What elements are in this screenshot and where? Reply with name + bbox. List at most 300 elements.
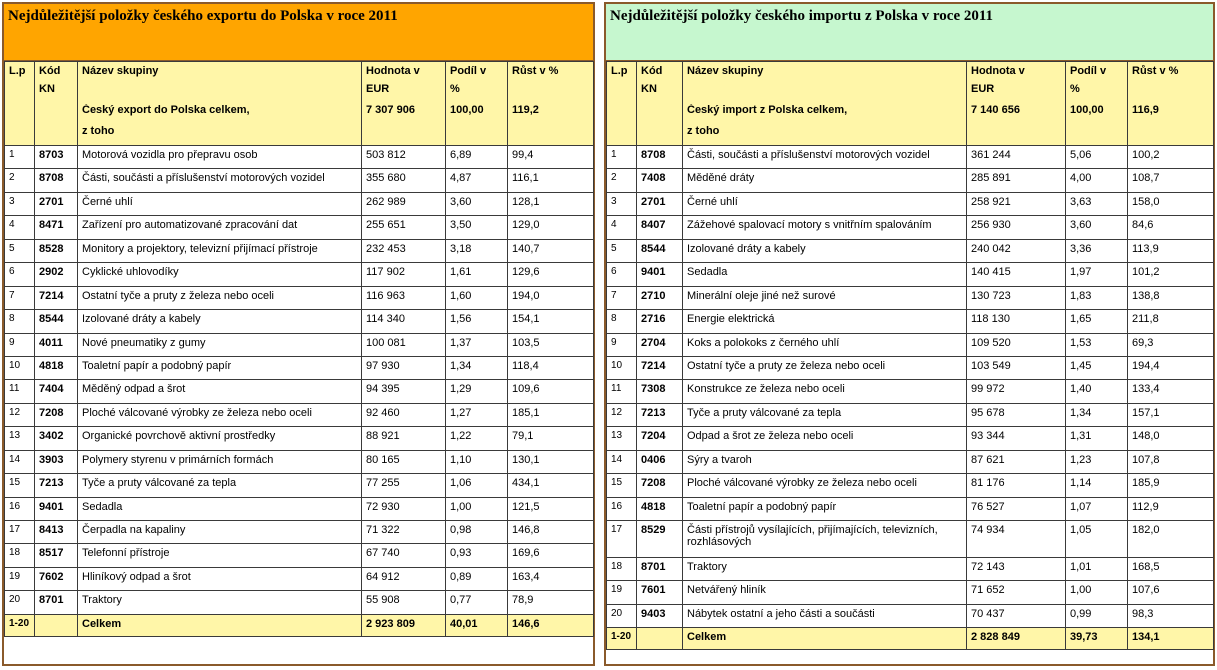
cell-kn: 8471 xyxy=(35,216,78,239)
cell-rust: 185,9 xyxy=(1128,474,1214,497)
header-kn: KN xyxy=(35,83,78,104)
cell-kn: 7601 xyxy=(637,581,683,604)
cell-lp: 11 xyxy=(607,380,637,403)
cell-kn: 4818 xyxy=(35,356,78,379)
cell-kn: 2902 xyxy=(35,263,78,286)
header-rust: Růst v % xyxy=(508,62,594,83)
cell-kn: 7602 xyxy=(35,567,78,590)
total-hodnota: 7 140 656 xyxy=(967,104,1066,125)
cell-kn: 9401 xyxy=(637,263,683,286)
cell-nazev: Toaletní papír a podobný papír xyxy=(683,497,967,520)
import-rows xyxy=(607,146,1214,628)
table-row xyxy=(607,581,1214,604)
cell-hodnota: 64 912 xyxy=(362,567,446,590)
cell-kn: 8544 xyxy=(637,239,683,262)
import-title: Nejdůležitější položky českého importu z Polska v roce 2011 xyxy=(606,4,1213,61)
header-hodnota: Hodnota v xyxy=(362,62,446,83)
cell-rust: 121,5 xyxy=(508,497,594,520)
cell-lp: 17 xyxy=(5,521,35,544)
cell-nazev: Části, součásti a příslušenství motorových vozidel xyxy=(683,146,967,169)
header-eur: EUR xyxy=(362,83,446,104)
cell-nazev: Motorová vozidla pro přepravu osob xyxy=(78,146,362,169)
cell-podil: 1,07 xyxy=(1066,497,1128,520)
cell-podil: 3,60 xyxy=(1066,216,1128,239)
cell-rust: 168,5 xyxy=(1128,558,1214,581)
cell-podil: 6,89 xyxy=(446,146,508,169)
header-lp: L.p xyxy=(607,62,637,83)
table-row xyxy=(5,216,594,239)
cell-hodnota: 103 549 xyxy=(967,356,1066,379)
cell-podil: 1,27 xyxy=(446,403,508,426)
cell-hodnota: 99 972 xyxy=(967,380,1066,403)
cell-lp: 1 xyxy=(5,146,35,169)
table-row xyxy=(5,521,594,544)
header-lp: L.p xyxy=(5,62,35,83)
cell-hodnota: 116 963 xyxy=(362,286,446,309)
cell-rust: 99,4 xyxy=(508,146,594,169)
footer-hodnota: 2 828 849 xyxy=(967,628,1066,650)
cell-hodnota: 361 244 xyxy=(967,146,1066,169)
cell-nazev: Čerpadla na kapaliny xyxy=(78,521,362,544)
table-row xyxy=(607,356,1214,379)
cell-lp: 9 xyxy=(5,333,35,356)
cell-lp: 17 xyxy=(607,521,637,558)
cell-nazev: Monitory a projektory, televizní přijímací přístroje xyxy=(78,239,362,262)
cell-rust: 129,0 xyxy=(508,216,594,239)
total-hodnota: 7 307 906 xyxy=(362,104,446,125)
cell-podil: 4,00 xyxy=(1066,169,1128,192)
cell-nazev: Sedadla xyxy=(78,497,362,520)
cell-podil: 1,00 xyxy=(1066,581,1128,604)
cell-rust: 128,1 xyxy=(508,192,594,215)
cell-kn: 7308 xyxy=(637,380,683,403)
footer-lp: 1-20 xyxy=(5,614,35,636)
cell-hodnota: 117 902 xyxy=(362,263,446,286)
total-podil: 100,00 xyxy=(1066,104,1128,125)
cell-podil: 1,56 xyxy=(446,310,508,333)
cell-nazev: Izolované dráty a kabely xyxy=(683,239,967,262)
cell-kn: 7408 xyxy=(637,169,683,192)
cell-lp: 6 xyxy=(607,263,637,286)
table-row xyxy=(5,286,594,309)
cell-kn: 7404 xyxy=(35,380,78,403)
cell-podil: 3,63 xyxy=(1066,192,1128,215)
cell-lp: 20 xyxy=(607,604,637,627)
table-row xyxy=(607,239,1214,262)
cell-podil: 1,01 xyxy=(1066,558,1128,581)
cell-nazev: Tyče a pruty válcované za tepla xyxy=(683,403,967,426)
cell-lp: 1 xyxy=(607,146,637,169)
cell-kn: 2704 xyxy=(637,333,683,356)
cell-kn: 3402 xyxy=(35,427,78,450)
cell-rust: 118,4 xyxy=(508,356,594,379)
cell-podil: 1,60 xyxy=(446,286,508,309)
cell-podil: 1,10 xyxy=(446,450,508,473)
cell-rust: 140,7 xyxy=(508,239,594,262)
cell-kn: 8703 xyxy=(35,146,78,169)
cell-rust: 100,2 xyxy=(1128,146,1214,169)
cell-kn: 7204 xyxy=(637,427,683,450)
cell-hodnota: 240 042 xyxy=(967,239,1066,262)
cell-kn: 0406 xyxy=(637,450,683,473)
cell-podil: 0,89 xyxy=(446,567,508,590)
cell-lp: 8 xyxy=(607,310,637,333)
cell-rust: 194,0 xyxy=(508,286,594,309)
cell-lp: 18 xyxy=(607,558,637,581)
table-row xyxy=(607,263,1214,286)
cell-kn: 2701 xyxy=(35,192,78,215)
cell-nazev: Části přístrojů vysílajících, přijímajících, televizních, rozhlásových xyxy=(683,521,967,558)
cell-kn: 7213 xyxy=(35,474,78,497)
table-row xyxy=(607,558,1214,581)
cell-lp: 2 xyxy=(5,169,35,192)
table-row xyxy=(5,427,594,450)
cell-lp: 19 xyxy=(5,567,35,590)
cell-rust: 157,1 xyxy=(1128,403,1214,426)
cell-hodnota: 100 081 xyxy=(362,333,446,356)
cell-hodnota: 71 652 xyxy=(967,581,1066,604)
cell-rust: 107,8 xyxy=(1128,450,1214,473)
cell-hodnota: 88 921 xyxy=(362,427,446,450)
cell-nazev: Sýry a tvaroh xyxy=(683,450,967,473)
table-row xyxy=(5,544,594,567)
cell-kn: 8528 xyxy=(35,239,78,262)
cell-rust: 130,1 xyxy=(508,450,594,473)
header-nazev: Název skupiny xyxy=(78,62,362,83)
cell-kn: 4818 xyxy=(637,497,683,520)
cell-kn: 9401 xyxy=(35,497,78,520)
total-podil: 100,00 xyxy=(446,104,508,125)
cell-lp: 12 xyxy=(607,403,637,426)
cell-podil: 1,83 xyxy=(1066,286,1128,309)
table-row xyxy=(5,333,594,356)
table-row xyxy=(607,146,1214,169)
cell-nazev: Ostatní tyče a pruty z železa nebo oceli xyxy=(78,286,362,309)
cell-rust: 185,1 xyxy=(508,403,594,426)
cell-lp: 4 xyxy=(607,216,637,239)
cell-nazev: Zařízení pro automatizované zpracování dat xyxy=(78,216,362,239)
total-label: Český export do Polska celkem, xyxy=(78,104,362,125)
cell-nazev: Minerální oleje jiné než surové xyxy=(683,286,967,309)
cell-rust: 78,9 xyxy=(508,591,594,614)
table-row xyxy=(607,474,1214,497)
cell-rust: 133,4 xyxy=(1128,380,1214,403)
cell-hodnota: 355 680 xyxy=(362,169,446,192)
table-row xyxy=(607,216,1214,239)
export-title: Nejdůležitější položky českého exportu do Polska v roce 2011 xyxy=(4,4,593,61)
cell-hodnota: 74 934 xyxy=(967,521,1066,558)
cell-lp: 20 xyxy=(5,591,35,614)
footer-podil: 39,73 xyxy=(1066,628,1128,650)
cell-nazev: Organické povrchově aktivní prostředky xyxy=(78,427,362,450)
cell-lp: 15 xyxy=(5,474,35,497)
table-row xyxy=(607,286,1214,309)
table-row xyxy=(5,474,594,497)
cell-podil: 1,14 xyxy=(1066,474,1128,497)
cell-hodnota: 72 143 xyxy=(967,558,1066,581)
header-eur: EUR xyxy=(967,83,1066,104)
cell-kn: 2710 xyxy=(637,286,683,309)
cell-lp: 14 xyxy=(5,450,35,473)
cell-lp: 15 xyxy=(607,474,637,497)
footer-rust: 146,6 xyxy=(508,614,594,636)
header-kn: KN xyxy=(637,83,683,104)
footer-hodnota: 2 923 809 xyxy=(362,614,446,636)
cell-lp: 19 xyxy=(607,581,637,604)
table-row xyxy=(607,333,1214,356)
header-podil: Podíl v xyxy=(1066,62,1128,83)
cell-lp: 11 xyxy=(5,380,35,403)
cell-kn: 8544 xyxy=(35,310,78,333)
cell-lp: 9 xyxy=(607,333,637,356)
cell-kn: 8708 xyxy=(35,169,78,192)
cell-podil: 4,87 xyxy=(446,169,508,192)
cell-kn: 8701 xyxy=(637,558,683,581)
cell-rust: 146,8 xyxy=(508,521,594,544)
cell-nazev: Traktory xyxy=(683,558,967,581)
cell-hodnota: 256 930 xyxy=(967,216,1066,239)
cell-lp: 18 xyxy=(5,544,35,567)
cell-podil: 1,61 xyxy=(446,263,508,286)
cell-kn: 7214 xyxy=(637,356,683,379)
cell-nazev: Hliníkový odpad a šrot xyxy=(78,567,362,590)
cell-podil: 1,00 xyxy=(446,497,508,520)
cell-nazev: Netvářený hliník xyxy=(683,581,967,604)
footer-rust: 134,1 xyxy=(1128,628,1214,650)
cell-kn: 7213 xyxy=(637,403,683,426)
cell-rust: 138,8 xyxy=(1128,286,1214,309)
table-row xyxy=(607,497,1214,520)
cell-nazev: Měděné dráty xyxy=(683,169,967,192)
cell-rust: 129,6 xyxy=(508,263,594,286)
cell-nazev: Odpad a šrot ze železa nebo oceli xyxy=(683,427,967,450)
cell-lp: 16 xyxy=(5,497,35,520)
cell-kn: 8407 xyxy=(637,216,683,239)
cell-podil: 5,06 xyxy=(1066,146,1128,169)
cell-hodnota: 130 723 xyxy=(967,286,1066,309)
cell-lp: 13 xyxy=(5,427,35,450)
header-hodnota: Hodnota v xyxy=(967,62,1066,83)
header-rust: Růst v % xyxy=(1128,62,1214,83)
cell-rust: 113,9 xyxy=(1128,239,1214,262)
cell-kn: 4011 xyxy=(35,333,78,356)
cell-podil: 3,18 xyxy=(446,239,508,262)
cell-lp: 8 xyxy=(5,310,35,333)
cell-podil: 1,29 xyxy=(446,380,508,403)
cell-nazev: Černé uhlí xyxy=(78,192,362,215)
cell-nazev: Nábytek ostatní a jeho části a součásti xyxy=(683,604,967,627)
cell-rust: 116,1 xyxy=(508,169,594,192)
export-rows xyxy=(5,146,594,615)
cell-kn: 8529 xyxy=(637,521,683,558)
cell-podil: 1,53 xyxy=(1066,333,1128,356)
cell-podil: 1,23 xyxy=(1066,450,1128,473)
cell-hodnota: 81 176 xyxy=(967,474,1066,497)
cell-hodnota: 77 255 xyxy=(362,474,446,497)
cell-podil: 3,60 xyxy=(446,192,508,215)
cell-lp: 16 xyxy=(607,497,637,520)
cell-podil: 1,37 xyxy=(446,333,508,356)
cell-rust: 109,6 xyxy=(508,380,594,403)
cell-hodnota: 232 453 xyxy=(362,239,446,262)
cell-rust: 101,2 xyxy=(1128,263,1214,286)
cell-rust: 79,1 xyxy=(508,427,594,450)
import-panel xyxy=(604,2,1215,666)
cell-lp: 5 xyxy=(5,239,35,262)
cell-hodnota: 87 621 xyxy=(967,450,1066,473)
cell-hodnota: 71 322 xyxy=(362,521,446,544)
header-pct: % xyxy=(1066,83,1128,104)
header-podil: Podíl v xyxy=(446,62,508,83)
cell-hodnota: 72 930 xyxy=(362,497,446,520)
cell-hodnota: 67 740 xyxy=(362,544,446,567)
table-row xyxy=(5,567,594,590)
table-row xyxy=(5,263,594,286)
cell-podil: 0,93 xyxy=(446,544,508,567)
table-row xyxy=(607,427,1214,450)
cell-rust: 163,4 xyxy=(508,567,594,590)
cell-nazev: Zážehové spalovací motory s vnitřním spalováním xyxy=(683,216,967,239)
table-row xyxy=(607,521,1214,558)
cell-hodnota: 95 678 xyxy=(967,403,1066,426)
cell-hodnota: 76 527 xyxy=(967,497,1066,520)
table-row xyxy=(5,192,594,215)
cell-nazev: Telefonní přístroje xyxy=(78,544,362,567)
total-label: Český import z Polska celkem, xyxy=(683,104,967,125)
cell-nazev: Měděný odpad a šrot xyxy=(78,380,362,403)
cell-rust: 194,4 xyxy=(1128,356,1214,379)
total-rust: 116,9 xyxy=(1128,104,1214,125)
cell-kn: 8701 xyxy=(35,591,78,614)
cell-nazev: Nové pneumatiky z gumy xyxy=(78,333,362,356)
cell-lp: 7 xyxy=(5,286,35,309)
cell-nazev: Černé uhlí xyxy=(683,192,967,215)
cell-podil: 1,34 xyxy=(1066,403,1128,426)
table-row xyxy=(607,450,1214,473)
cell-hodnota: 80 165 xyxy=(362,450,446,473)
cell-kn: 8708 xyxy=(637,146,683,169)
cell-kn: 9403 xyxy=(637,604,683,627)
cell-podil: 0,98 xyxy=(446,521,508,544)
table-row xyxy=(607,310,1214,333)
cell-hodnota: 503 812 xyxy=(362,146,446,169)
cell-rust: 182,0 xyxy=(1128,521,1214,558)
cell-rust: 107,6 xyxy=(1128,581,1214,604)
cell-nazev: Cyklické uhlovodíky xyxy=(78,263,362,286)
cell-lp: 12 xyxy=(5,403,35,426)
cell-hodnota: 97 930 xyxy=(362,356,446,379)
footer-lp: 1-20 xyxy=(607,628,637,650)
cell-rust: 211,8 xyxy=(1128,310,1214,333)
import-table xyxy=(606,61,1214,650)
cell-podil: 1,05 xyxy=(1066,521,1128,558)
cell-hodnota: 258 921 xyxy=(967,192,1066,215)
table-row xyxy=(607,169,1214,192)
cell-hodnota: 140 415 xyxy=(967,263,1066,286)
cell-kn: 8413 xyxy=(35,521,78,544)
cell-hodnota: 109 520 xyxy=(967,333,1066,356)
export-table xyxy=(4,61,594,637)
header-kod: Kód xyxy=(637,62,683,83)
cell-podil: 1,65 xyxy=(1066,310,1128,333)
header-pct: % xyxy=(446,83,508,104)
cell-nazev: Koks a polokoks z černého uhlí xyxy=(683,333,967,356)
header-kod: Kód xyxy=(35,62,78,83)
cell-nazev: Ploché válcované výrobky ze železa nebo oceli xyxy=(78,403,362,426)
cell-rust: 112,9 xyxy=(1128,497,1214,520)
cell-hodnota: 262 989 xyxy=(362,192,446,215)
cell-rust: 169,6 xyxy=(508,544,594,567)
cell-kn: 8517 xyxy=(35,544,78,567)
table-row xyxy=(5,403,594,426)
total-rust: 119,2 xyxy=(508,104,594,125)
cell-rust: 108,7 xyxy=(1128,169,1214,192)
footer-label: Celkem xyxy=(78,614,362,636)
cell-podil: 3,36 xyxy=(1066,239,1128,262)
cell-rust: 154,1 xyxy=(508,310,594,333)
cell-nazev: Izolované dráty a kabely xyxy=(78,310,362,333)
cell-hodnota: 70 437 xyxy=(967,604,1066,627)
cell-nazev: Konstrukce ze železa nebo oceli xyxy=(683,380,967,403)
cell-nazev: Ploché válcované výrobky ze železa nebo oceli xyxy=(683,474,967,497)
cell-rust: 84,6 xyxy=(1128,216,1214,239)
cell-hodnota: 93 344 xyxy=(967,427,1066,450)
export-panel xyxy=(2,2,595,666)
cell-lp: 3 xyxy=(607,192,637,215)
total-label-suffix: z toho xyxy=(683,125,967,146)
cell-hodnota: 94 395 xyxy=(362,380,446,403)
cell-lp: 13 xyxy=(607,427,637,450)
cell-lp: 14 xyxy=(607,450,637,473)
cell-hodnota: 255 651 xyxy=(362,216,446,239)
cell-hodnota: 55 908 xyxy=(362,591,446,614)
cell-lp: 4 xyxy=(5,216,35,239)
table-row xyxy=(5,591,594,614)
cell-rust: 434,1 xyxy=(508,474,594,497)
footer-label: Celkem xyxy=(683,628,967,650)
cell-nazev: Traktory xyxy=(78,591,362,614)
cell-nazev: Ostatní tyče a pruty ze železa nebo oceli xyxy=(683,356,967,379)
cell-kn: 7208 xyxy=(637,474,683,497)
table-row xyxy=(607,604,1214,627)
table-row xyxy=(5,497,594,520)
cell-nazev: Toaletní papír a podobný papír xyxy=(78,356,362,379)
cell-podil: 1,40 xyxy=(1066,380,1128,403)
cell-lp: 10 xyxy=(5,356,35,379)
table-row xyxy=(5,356,594,379)
cell-hodnota: 92 460 xyxy=(362,403,446,426)
cell-rust: 158,0 xyxy=(1128,192,1214,215)
table-row xyxy=(5,450,594,473)
cell-lp: 7 xyxy=(607,286,637,309)
cell-podil: 0,99 xyxy=(1066,604,1128,627)
cell-rust: 69,3 xyxy=(1128,333,1214,356)
cell-kn: 2701 xyxy=(637,192,683,215)
table-row xyxy=(5,239,594,262)
cell-kn: 3903 xyxy=(35,450,78,473)
cell-podil: 1,34 xyxy=(446,356,508,379)
table-row xyxy=(5,380,594,403)
cell-nazev: Části, součásti a příslušenství motorových vozidel xyxy=(78,169,362,192)
table-row xyxy=(607,192,1214,215)
table-row xyxy=(5,310,594,333)
cell-kn: 7214 xyxy=(35,286,78,309)
table-row xyxy=(607,403,1214,426)
cell-lp: 2 xyxy=(607,169,637,192)
cell-rust: 98,3 xyxy=(1128,604,1214,627)
cell-kn: 2716 xyxy=(637,310,683,333)
header-nazev: Název skupiny xyxy=(683,62,967,83)
